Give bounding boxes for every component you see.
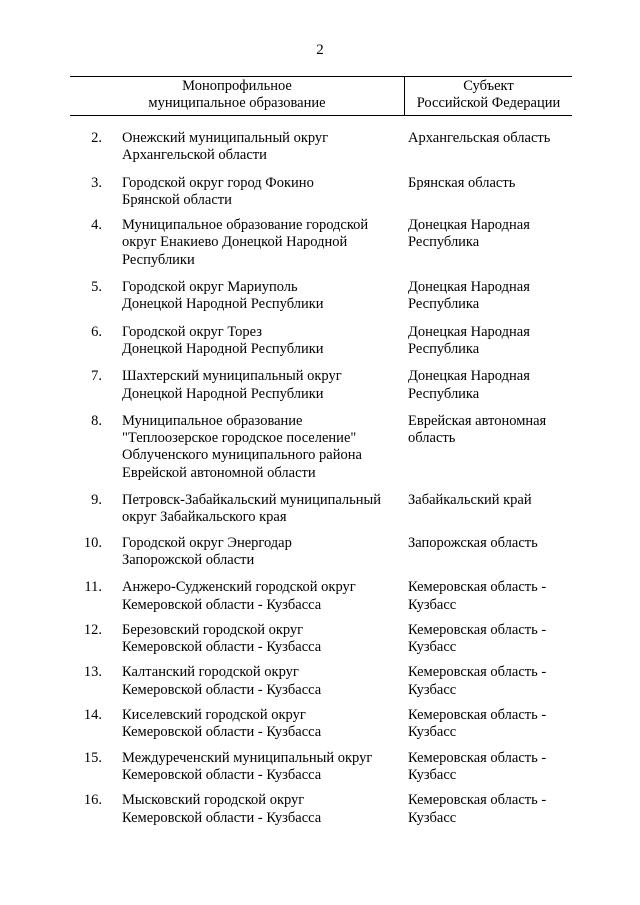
municipality-name: [122, 413, 390, 482]
table-row: [0, 707, 640, 742]
row-number: 9.: [91, 492, 102, 509]
municipality-name: [122, 750, 390, 785]
municipality-name: [122, 175, 390, 210]
row-number: 2.: [91, 130, 102, 146]
federal-subject-line: Еврейская автономная: [408, 412, 547, 429]
federal-subject: [408, 622, 570, 657]
municipality-name-line: "Теплоозерское городское поселение": [122, 430, 357, 447]
federal-subject: [408, 579, 570, 614]
municipality-name-line: Петровск-Забайкальский муниципальный: [122, 492, 382, 509]
row-number: 16.: [83, 792, 102, 809]
table-row: [0, 622, 640, 657]
row-number: 7.: [91, 368, 102, 385]
municipality-name-line: Мысковский городской округ: [122, 792, 305, 809]
municipality-name-line: Городской округ город Фокино: [122, 174, 314, 191]
federal-subject-line: Кузбасс: [408, 809, 457, 826]
table-body: [0, 130, 640, 827]
federal-subject-line: Брянская область: [408, 174, 516, 191]
federal-subject-line: Донецкая Народная: [408, 217, 530, 234]
federal-subject: [408, 492, 570, 527]
federal-subject: [408, 279, 570, 314]
municipality-name-line: Донецкой Народной Республики: [122, 340, 324, 357]
page-number: 2: [316, 42, 324, 58]
table-header-top-rule: [70, 76, 572, 77]
federal-subject: [408, 792, 570, 827]
municipality-name: [122, 368, 390, 403]
municipality-name-line: Муниципальное образование: [122, 412, 303, 429]
table-row: [0, 130, 640, 165]
municipality-name: [122, 792, 390, 827]
federal-subject-line: Кемеровская область -: [408, 621, 547, 638]
federal-subject: [408, 324, 570, 359]
municipality-name-line: Запорожской области: [122, 551, 255, 568]
table-row: [0, 664, 640, 699]
federal-subject: [408, 130, 570, 165]
federal-subject: [408, 413, 570, 482]
row-number: 3.: [91, 174, 102, 191]
municipality-name-line: Кемеровской области - Кузбасса: [122, 724, 322, 741]
row-number: 11.: [84, 579, 102, 596]
federal-subject: [408, 217, 570, 269]
federal-subject-line: Республика: [408, 296, 480, 313]
federal-subject-line: Кузбасс: [408, 596, 457, 613]
row-number: 15.: [83, 749, 102, 766]
federal-subject-line: Запорожская область: [408, 534, 538, 551]
municipality-name-line: Еврейской автономной области: [122, 464, 316, 481]
municipality-name-line: Кемеровской области - Кузбасса: [122, 809, 322, 826]
federal-subject: [408, 535, 570, 570]
table-row: [0, 279, 640, 314]
table-row: [0, 792, 640, 827]
row-number: 14.: [83, 707, 102, 724]
column-header-subject: [405, 78, 572, 112]
federal-subject-line: Кузбасс: [408, 766, 457, 783]
municipality-name: [122, 279, 390, 314]
federal-subject-line: область: [408, 430, 456, 447]
municipality-name-line: Кемеровской области - Кузбасса: [122, 681, 322, 698]
federal-subject-line: Кемеровская область -: [408, 579, 547, 596]
municipality-name-line: Калтанский городской округ: [122, 664, 299, 681]
federal-subject: [408, 707, 570, 742]
federal-subject-line: Донецкая Народная: [408, 368, 530, 385]
table-row: [0, 750, 640, 785]
municipality-name-line: Кемеровской области - Кузбасса: [122, 596, 322, 613]
municipality-name-line: Облученского муниципального района: [122, 447, 362, 464]
municipality-name: [122, 664, 390, 699]
municipality-name: [122, 324, 390, 359]
column-header-subject-line: Российской Федерации: [416, 95, 561, 111]
municipality-name-line: Муниципальное образование городской: [122, 217, 369, 234]
municipality-name-line: Архангельской области: [122, 147, 267, 164]
municipality-name: [122, 707, 390, 742]
federal-subject-line: Республика: [408, 234, 480, 251]
municipality-name-line: Донецкой Народной Республики: [122, 296, 324, 313]
federal-subject-line: Кемеровская область -: [408, 664, 547, 681]
federal-subject-line: Республика: [408, 340, 480, 357]
federal-subject-line: Кузбасс: [408, 639, 457, 656]
table-row: [0, 324, 640, 359]
federal-subject-line: Архангельская область: [408, 130, 551, 146]
municipality-name-line: Городской округ Энергодар: [122, 534, 292, 551]
row-number: 4.: [91, 217, 102, 234]
municipality-name-line: Березовский городской округ: [122, 621, 304, 638]
column-header-subject-line: Субъект: [463, 78, 514, 94]
row-number: 13.: [83, 664, 102, 681]
federal-subject: [408, 750, 570, 785]
table-row: [0, 217, 640, 269]
row-number: 6.: [91, 323, 102, 340]
municipality-name: [122, 130, 390, 165]
municipality-name-line: Анжеро-Судженский городской округ: [122, 579, 356, 596]
federal-subject-line: Кузбасс: [408, 724, 457, 741]
federal-subject-line: Кемеровская область -: [408, 792, 547, 809]
municipality-name: [122, 217, 390, 269]
federal-subject: [408, 175, 570, 210]
municipality-name-line: Шахтерский муниципальный округ: [122, 368, 342, 385]
column-header-municipality: [70, 78, 404, 112]
column-header-municipality-line: муниципальное образование: [148, 95, 326, 111]
table-header-bottom-rule: [70, 115, 572, 116]
table-row: [0, 368, 640, 403]
municipality-name-line: Донецкой Народной Республики: [122, 385, 324, 402]
municipality-name-line: Киселевский городской округ: [122, 707, 306, 724]
municipality-name-line: округ Енакиево Донецкой Народной: [122, 234, 348, 251]
federal-subject: [408, 664, 570, 699]
municipality-name: [122, 492, 390, 527]
federal-subject-line: Кузбасс: [408, 681, 457, 698]
municipality-name-line: Городской округ Мариуполь: [122, 279, 298, 296]
municipality-name: [122, 579, 390, 614]
row-number: 5.: [91, 279, 102, 296]
row-number: 10.: [83, 534, 102, 551]
federal-subject-line: Республика: [408, 385, 480, 402]
federal-subject-line: Кемеровская область -: [408, 707, 547, 724]
federal-subject-line: Забайкальский край: [408, 492, 532, 509]
row-number: 12.: [83, 621, 102, 638]
table-row: [0, 413, 640, 482]
federal-subject-line: Донецкая Народная: [408, 279, 530, 296]
table-row: [0, 579, 640, 614]
municipality-name-line: Междуреченский муниципальный округ: [122, 749, 373, 766]
municipality-name-line: Онежский муниципальный округ: [122, 130, 329, 146]
municipality-name-line: Городской округ Торез: [122, 323, 262, 340]
municipality-name-line: Брянской области: [122, 191, 232, 208]
table-row: [0, 535, 640, 570]
municipality-name-line: Кемеровской области - Кузбасса: [122, 639, 322, 656]
federal-subject-line: Донецкая Народная: [408, 323, 530, 340]
municipality-name: [122, 535, 390, 570]
column-header-municipality-line: Монопрофильное: [182, 78, 292, 94]
municipality-name: [122, 622, 390, 657]
table-row: [0, 492, 640, 527]
municipality-name-line: округ Забайкальского края: [122, 509, 287, 526]
municipality-name-line: Кемеровской области - Кузбасса: [122, 766, 322, 783]
municipality-name-line: Республики: [122, 251, 195, 268]
table-row: [0, 175, 640, 210]
federal-subject: [408, 368, 570, 403]
federal-subject-line: Кемеровская область -: [408, 749, 547, 766]
row-number: 8.: [91, 412, 102, 429]
